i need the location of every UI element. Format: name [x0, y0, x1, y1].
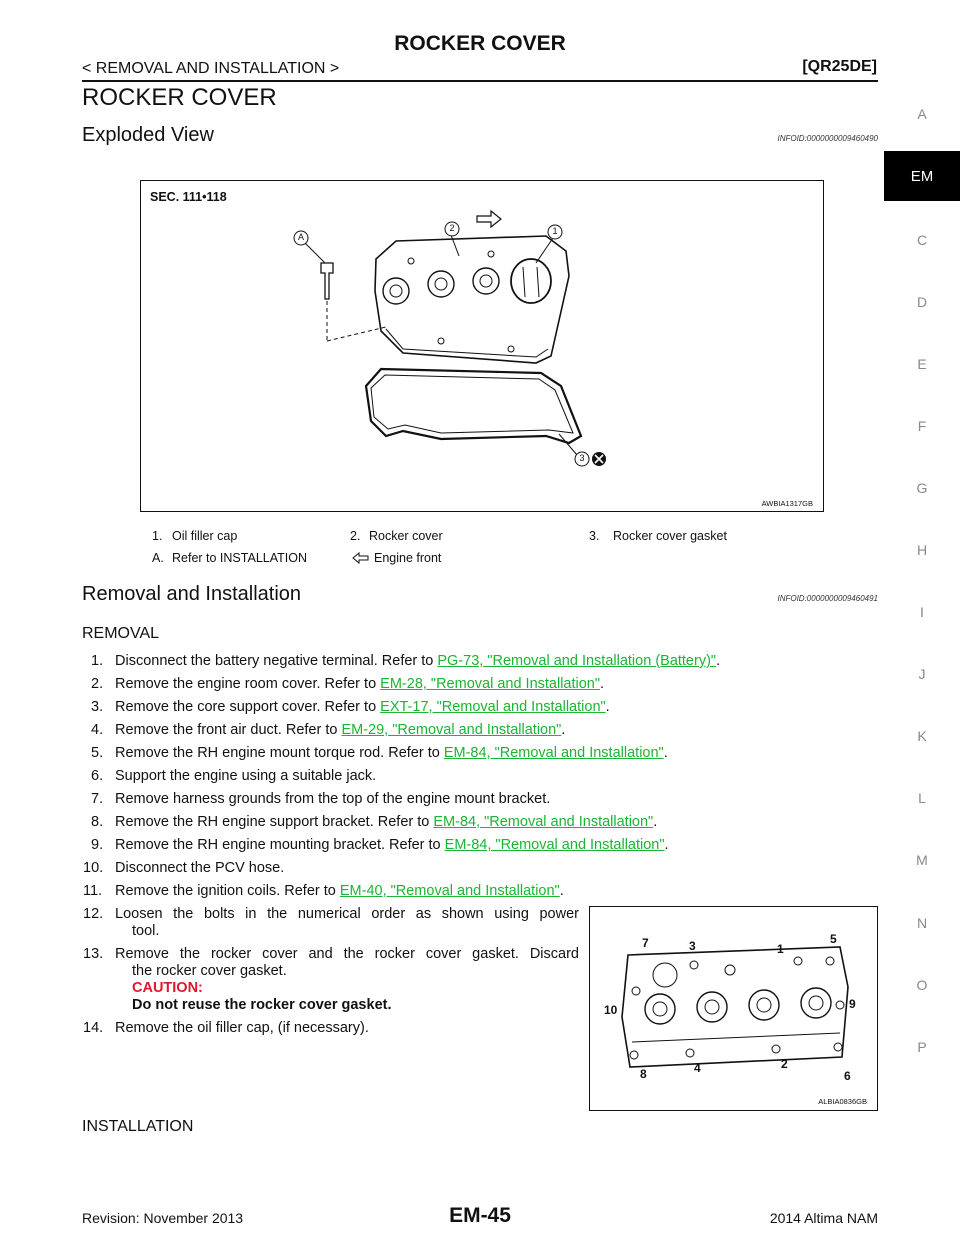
step-13-line1: Remove the rocker cover and the rocker cover gasket. Discard [115, 946, 579, 962]
step-3 [115, 699, 610, 715]
removal-installation-title: Removal and Installation [82, 583, 302, 605]
step-9-link[interactable]: EM-84, "Removal and Installation" [444, 837, 665, 853]
removal-infoid: INFOID:0000000009460491 [777, 594, 878, 603]
step-5-text: Remove the RH engine mount torque rod. Refer to [115, 745, 444, 761]
exploded-view-figure [140, 180, 824, 512]
bolt-label-5: 5 [830, 932, 837, 946]
installation-heading: INSTALLATION [82, 1118, 194, 1135]
step-13-line2: the rocker cover gasket. [132, 963, 287, 979]
sidebar-item-l[interactable]: L [918, 790, 926, 806]
step-6-num: 6. [91, 768, 104, 784]
footer-model: 2014 Altima NAM [769, 1210, 878, 1226]
legend-2-text: Rocker cover [369, 529, 443, 543]
callout-a: A [297, 232, 304, 242]
header-title: ROCKER COVER [394, 32, 566, 55]
step-11-text: Remove the ignition coils. Refer to [115, 883, 340, 899]
legend-2-num: 2. [350, 529, 361, 543]
sidebar-item-n[interactable]: N [916, 915, 928, 931]
boss-2 [428, 271, 454, 297]
step-2-num: 2. [91, 676, 104, 692]
step-11-num: 11. [83, 883, 103, 899]
rocker-cover-drawing [141, 181, 823, 511]
header-section: < REMOVAL AND INSTALLATION > [82, 60, 340, 77]
sidebar-item-f[interactable]: F [917, 418, 927, 434]
removal-heading: REMOVAL [82, 625, 160, 642]
legend-3-text: Rocker cover gasket [613, 529, 727, 543]
bolt-label-10: 10 [604, 1003, 618, 1017]
bolt-label-6: 6 [844, 1069, 851, 1083]
step-7-num: 7. [91, 791, 104, 807]
step-4-end: . [561, 722, 566, 738]
step-12-line1: Loosen the bolts in the numerical order as shown using power [115, 906, 579, 922]
step-11-end: . [559, 883, 564, 899]
step-3-end: . [605, 699, 610, 715]
step-9-num: 9. [91, 837, 104, 853]
bolt-order-figure [589, 906, 878, 1111]
sidebar-item-o[interactable]: O [916, 977, 928, 993]
step-2-text: Remove the engine room cover. Refer to [115, 676, 381, 692]
legend-1-num: 1. [152, 529, 163, 543]
step-2-end: . [600, 676, 605, 692]
step-9-end: . [664, 837, 669, 853]
step-5-end: . [663, 745, 668, 761]
step-9-text: Remove the RH engine mounting bracket. Refer to [115, 837, 445, 853]
sidebar-item-d[interactable]: D [916, 294, 928, 310]
step-4-num: 4. [91, 722, 104, 738]
step-8-end: . [653, 814, 658, 830]
callout-3: 3 [579, 453, 585, 463]
step-4 [115, 722, 565, 738]
step-1-link[interactable]: PG-73, "Removal and Installation (Battery)" [437, 653, 717, 669]
bolt-label-7: 7 [642, 936, 649, 950]
step-3-text: Remove the core support cover. Refer to [115, 699, 381, 715]
step-12-num: 12. [83, 906, 104, 922]
bolt-label-3: 3 [689, 939, 696, 953]
step-1-end: . [716, 653, 721, 669]
sidebar-item-i[interactable]: I [920, 604, 924, 620]
step-4-text: Remove the front air duct. Refer to [115, 722, 342, 738]
boss-1 [383, 278, 409, 304]
step-14-text: Remove the oil filler cap, (if necessary). [115, 1020, 369, 1036]
step-14-num: 14. [83, 1020, 104, 1036]
step-9 [115, 837, 669, 853]
step-8 [115, 814, 657, 830]
bolt-label-1: 1 [777, 942, 784, 956]
step-6-text: Support the engine using a suitable jack. [115, 768, 377, 784]
step-3-link[interactable]: EXT-17, "Removal and Installation" [380, 699, 606, 715]
oil-filler-cap-shape [511, 259, 551, 303]
step-11 [115, 883, 564, 899]
step-1 [115, 653, 720, 669]
boss-3 [473, 268, 499, 294]
sec-label: SEC. 111•118 [150, 190, 227, 204]
sidebar-item-g[interactable]: G [916, 480, 928, 496]
sidebar-item-em[interactable]: EM [884, 151, 960, 201]
step-1-num: 1. [91, 653, 104, 669]
footer-page-number: EM-45 [449, 1204, 511, 1227]
engine-front-icon [352, 552, 370, 564]
legend-a-text: Refer to INSTALLATION [172, 551, 307, 565]
step-5 [115, 745, 668, 761]
sidebar-item-m[interactable]: M [916, 852, 928, 868]
step-2-link[interactable]: EM-28, "Removal and Installation" [380, 676, 601, 692]
header-rule [82, 80, 878, 82]
legend-a-num: A. [152, 551, 164, 565]
step-12-line2: tool. [132, 923, 160, 939]
exploded-infoid: INFOID:0000000009460490 [777, 134, 878, 143]
bolt-label-8: 8 [640, 1067, 647, 1081]
step-5-link[interactable]: EM-84, "Removal and Installation" [443, 745, 664, 761]
caution-label: CAUTION: [132, 980, 203, 996]
footer-revision: Revision: November 2013 [82, 1210, 244, 1226]
step-10-num: 10. [83, 860, 104, 876]
step-2 [115, 676, 604, 692]
bolt-figure-code: ALBIA0836GB [818, 1097, 867, 1106]
step-7-text: Remove harness grounds from the top of the engine mount bracket. [115, 791, 551, 807]
sidebar-item-k[interactable]: K [917, 728, 927, 744]
bolt-label-2: 2 [781, 1057, 788, 1071]
sidebar-item-a[interactable]: A [917, 106, 927, 122]
caution-text: Do not reuse the rocker cover gasket. [132, 997, 392, 1013]
legend-1-text: Oil filler cap [172, 529, 238, 543]
legend-3-num: 3. [589, 529, 600, 543]
sidebar-item-p[interactable]: P [917, 1039, 927, 1055]
bolt-a-shape [321, 263, 333, 299]
step-3-num: 3. [91, 699, 104, 715]
bolt-label-9: 9 [849, 997, 856, 1011]
sidebar-item-e[interactable]: E [917, 356, 927, 372]
step-10-text: Disconnect the PCV hose. [115, 860, 285, 876]
step-11-link[interactable]: EM-40, "Removal and Installation" [339, 883, 560, 899]
callout-2: 2 [449, 223, 455, 233]
sidebar-item-c[interactable]: C [916, 232, 928, 248]
sidebar-item-h[interactable]: H [916, 542, 928, 558]
step-1-text: Disconnect the battery negative terminal. Refer to [115, 653, 438, 669]
page-title: ROCKER COVER [82, 84, 277, 111]
sidebar-item-j[interactable]: J [918, 666, 926, 682]
engine-front-arrow [477, 211, 501, 227]
step-8-text: Remove the RH engine support bracket. Refer to [115, 814, 434, 830]
step-4-link[interactable]: EM-29, "Removal and Installation" [341, 722, 562, 738]
step-8-num: 8. [91, 814, 104, 830]
bolt-label-4: 4 [694, 1061, 701, 1075]
figure-code: AWBIA1317GB [761, 499, 813, 508]
exploded-view-title: Exploded View [82, 124, 214, 146]
header-engine: [QR25DE] [802, 58, 877, 75]
legend-engine-front-text: Engine front [374, 551, 442, 565]
step-8-link[interactable]: EM-84, "Removal and Installation" [433, 814, 654, 830]
callout-1: 1 [552, 226, 558, 236]
step-5-num: 5. [91, 745, 104, 761]
step-13-num: 13. [83, 946, 104, 962]
